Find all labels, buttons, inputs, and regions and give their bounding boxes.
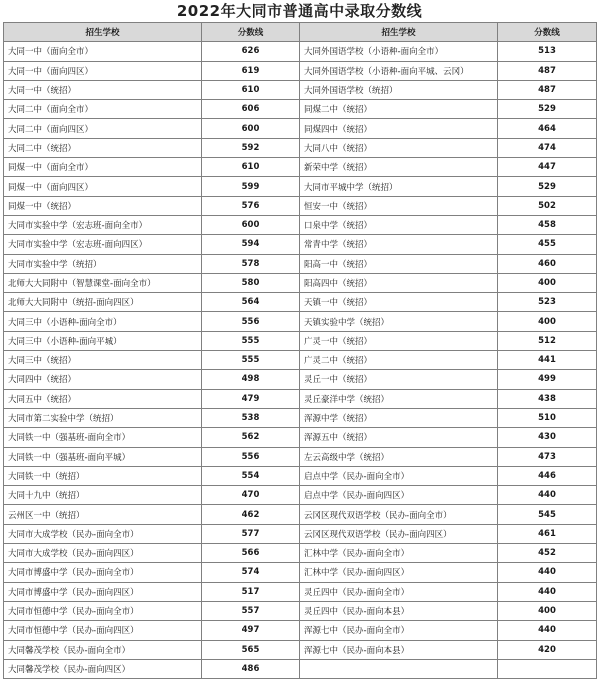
left-school-cell: 大同市第二实验中学（统招） (4, 408, 202, 427)
table-row (4, 408, 597, 427)
right-school-cell: 大同市平城中学（统招） (300, 177, 498, 196)
table-row (4, 505, 597, 524)
left-school-cell: 北师大大同附中（智慧课堂-面向全市） (4, 273, 202, 292)
header-score-left: 分数线 (202, 23, 300, 42)
left-school-cell: 同煤一中（面向四区） (4, 177, 202, 196)
right-score-cell: 400 (498, 273, 597, 292)
right-score-cell: 512 (498, 331, 597, 350)
left-score-cell: 555 (202, 351, 300, 370)
right-score-cell: 452 (498, 544, 597, 563)
left-school-cell: 大同三中（小语种-面向全市） (4, 312, 202, 331)
right-score-cell: 510 (498, 408, 597, 427)
left-score-cell: 470 (202, 486, 300, 505)
left-school-cell: 北师大大同附中（统招-面向四区） (4, 293, 202, 312)
left-school-cell: 大同十九中（统招） (4, 486, 202, 505)
right-school-cell: 大同八中（统招） (300, 138, 498, 157)
right-school-cell: 广灵二中（统招） (300, 351, 498, 370)
table-row (4, 158, 597, 177)
table-row (4, 196, 597, 215)
left-school-cell: 大同市实验中学（统招） (4, 254, 202, 273)
table-row (4, 621, 597, 640)
right-score-cell: 529 (498, 100, 597, 119)
right-school-cell: 灵丘一中（统招） (300, 370, 498, 389)
right-school-cell: 浑源七中（民办-面向全市） (300, 621, 498, 640)
left-score-cell: 517 (202, 582, 300, 601)
left-score-cell: 479 (202, 389, 300, 408)
right-score-cell: 438 (498, 389, 597, 408)
table-row (4, 447, 597, 466)
right-school-cell: 灵丘豪洋中学（统招） (300, 389, 498, 408)
left-school-cell: 大同铁一中（统招） (4, 466, 202, 485)
right-score-cell: 400 (498, 601, 597, 620)
left-score-cell: 574 (202, 563, 300, 582)
left-score-cell: 594 (202, 235, 300, 254)
score-table (3, 22, 597, 679)
right-school-cell: 浑源中学（统招） (300, 408, 498, 427)
header-school-right: 招生学校 (300, 23, 498, 42)
left-score-cell: 580 (202, 273, 300, 292)
right-score-cell: 440 (498, 621, 597, 640)
table-row (4, 370, 597, 389)
right-school-cell: 灵丘四中（民办-面向本县） (300, 601, 498, 620)
right-school-cell: 新荣中学（统招） (300, 158, 498, 177)
left-school-cell: 大同二中（面向全市） (4, 100, 202, 119)
left-score-cell: 576 (202, 196, 300, 215)
left-score-cell: 462 (202, 505, 300, 524)
table-row (4, 331, 597, 350)
right-school-cell: 常青中学（统招） (300, 235, 498, 254)
right-school-cell: 大同外国语学校（小语种-面向全市） (300, 42, 498, 61)
left-score-cell: 538 (202, 408, 300, 427)
table-row (4, 119, 597, 138)
table-row (4, 235, 597, 254)
left-score-cell: 578 (202, 254, 300, 273)
right-score-cell: 420 (498, 640, 597, 659)
table-row (4, 215, 597, 234)
left-school-cell: 大同一中（统招） (4, 80, 202, 99)
right-score-cell: 441 (498, 351, 597, 370)
left-school-cell: 大同市大成学校（民办-面向四区） (4, 544, 202, 563)
left-school-cell: 大同市恒德中学（民办-面向四区） (4, 621, 202, 640)
left-school-cell: 大同馨茂学校（民办-面向全市） (4, 640, 202, 659)
header-score-right: 分数线 (498, 23, 597, 42)
left-score-cell: 600 (202, 215, 300, 234)
left-score-cell: 554 (202, 466, 300, 485)
left-school-cell: 大同三中（统招） (4, 351, 202, 370)
table-row (4, 100, 597, 119)
left-school-cell: 大同二中（面向四区） (4, 119, 202, 138)
right-school-cell: 天镇一中（统招） (300, 293, 498, 312)
table-row (4, 524, 597, 543)
left-score-cell: 486 (202, 659, 300, 678)
left-score-cell: 599 (202, 177, 300, 196)
right-score-cell: 473 (498, 447, 597, 466)
table-row (4, 80, 597, 99)
left-score-cell: 562 (202, 428, 300, 447)
right-school-cell: 左云高级中学（统招） (300, 447, 498, 466)
right-school-cell: 口泉中学（统招） (300, 215, 498, 234)
left-school-cell: 大同市恒德中学（民办-面向全市） (4, 601, 202, 620)
table-row (4, 563, 597, 582)
right-school-cell: 汇林中学（民办-面向全市） (300, 544, 498, 563)
right-school-cell: 浑源五中（统招） (300, 428, 498, 447)
table-row (4, 486, 597, 505)
table-row (4, 601, 597, 620)
right-school-cell: 大同外国语学校（统招） (300, 80, 498, 99)
left-score-cell: 626 (202, 42, 300, 61)
right-score-cell: 460 (498, 254, 597, 273)
left-school-cell: 大同市实验中学（宏志班-面向四区） (4, 235, 202, 254)
left-score-cell: 610 (202, 80, 300, 99)
right-score-cell: 461 (498, 524, 597, 543)
right-score-cell: 447 (498, 158, 597, 177)
table-row (4, 293, 597, 312)
left-school-cell: 大同二中（统招） (4, 138, 202, 157)
right-school-cell: 启点中学（民办-面向全市） (300, 466, 498, 485)
right-school-cell (300, 659, 498, 678)
right-score-cell: 502 (498, 196, 597, 215)
left-score-cell: 610 (202, 158, 300, 177)
table-row (4, 177, 597, 196)
table-row (4, 42, 597, 61)
left-school-cell: 大同一中（面向四区） (4, 61, 202, 80)
left-score-cell: 592 (202, 138, 300, 157)
left-score-cell: 606 (202, 100, 300, 119)
table-row (4, 138, 597, 157)
left-school-cell: 同煤一中（面向全市） (4, 158, 202, 177)
right-score-cell: 513 (498, 42, 597, 61)
left-score-cell: 577 (202, 524, 300, 543)
left-score-cell: 619 (202, 61, 300, 80)
right-score-cell: 487 (498, 61, 597, 80)
right-score-cell: 474 (498, 138, 597, 157)
table-header-row (4, 23, 597, 42)
table-row (4, 428, 597, 447)
left-school-cell: 大同铁一中（强基班-面向全市） (4, 428, 202, 447)
right-score-cell: 523 (498, 293, 597, 312)
right-score-cell: 499 (498, 370, 597, 389)
table-row (4, 351, 597, 370)
table-row (4, 466, 597, 485)
left-score-cell: 555 (202, 331, 300, 350)
right-score-cell: 440 (498, 563, 597, 582)
right-score-cell: 545 (498, 505, 597, 524)
left-score-cell: 498 (202, 370, 300, 389)
left-school-cell: 大同五中（统招） (4, 389, 202, 408)
table-row (4, 61, 597, 80)
table-row (4, 659, 597, 678)
right-score-cell: 400 (498, 312, 597, 331)
right-score-cell: 529 (498, 177, 597, 196)
left-school-cell: 大同市实验中学（宏志班-面向全市） (4, 215, 202, 234)
right-score-cell: 455 (498, 235, 597, 254)
table-row (4, 640, 597, 659)
right-school-cell: 灵丘四中（民办-面向全市） (300, 582, 498, 601)
right-score-cell: 464 (498, 119, 597, 138)
right-school-cell: 云冈区现代双语学校（民办-面向四区） (300, 524, 498, 543)
right-school-cell: 天镇实验中学（统招） (300, 312, 498, 331)
right-school-cell: 云冈区现代双语学校（民办-面向全市） (300, 505, 498, 524)
left-score-cell: 564 (202, 293, 300, 312)
right-school-cell: 阳高四中（统招） (300, 273, 498, 292)
left-school-cell: 大同三中（小语种-面向平城） (4, 331, 202, 350)
left-score-cell: 556 (202, 312, 300, 331)
left-score-cell: 566 (202, 544, 300, 563)
right-score-cell: 430 (498, 428, 597, 447)
right-score-cell: 458 (498, 215, 597, 234)
table-row (4, 273, 597, 292)
table-row (4, 312, 597, 331)
left-school-cell: 大同市大成学校（民办-面向全市） (4, 524, 202, 543)
table-row (4, 389, 597, 408)
table-body (4, 42, 597, 679)
right-school-cell: 浑源七中（民办-面向本县） (300, 640, 498, 659)
left-school-cell: 大同馨茂学校（民办-面向四区） (4, 659, 202, 678)
left-score-cell: 556 (202, 447, 300, 466)
table-row (4, 582, 597, 601)
right-score-cell (498, 659, 597, 678)
right-school-cell: 大同外国语学校（小语种-面向平城、云冈） (300, 61, 498, 80)
header-school-left: 招生学校 (4, 23, 202, 42)
left-score-cell: 600 (202, 119, 300, 138)
table-row (4, 254, 597, 273)
left-school-cell: 云州区一中（统招） (4, 505, 202, 524)
right-school-cell: 广灵一中（统招） (300, 331, 498, 350)
left-school-cell: 大同四中（统招） (4, 370, 202, 389)
right-school-cell: 同煤二中（统招） (300, 100, 498, 119)
page-title: 2022年大同市普通高中录取分数线 (176, 2, 423, 20)
right-score-cell: 440 (498, 582, 597, 601)
left-school-cell: 大同市博盛中学（民办-面向全市） (4, 563, 202, 582)
right-school-cell: 阳高一中（统招） (300, 254, 498, 273)
right-school-cell: 同煤四中（统招） (300, 119, 498, 138)
right-school-cell: 汇林中学（民办-面向四区） (300, 563, 498, 582)
right-score-cell: 440 (498, 486, 597, 505)
left-score-cell: 557 (202, 601, 300, 620)
right-school-cell: 恒安一中（统招） (300, 196, 498, 215)
right-score-cell: 446 (498, 466, 597, 485)
right-score-cell: 487 (498, 80, 597, 99)
left-school-cell: 大同铁一中（强基班-面向平城） (4, 447, 202, 466)
table-row (4, 544, 597, 563)
right-school-cell: 启点中学（民办-面向四区） (300, 486, 498, 505)
left-score-cell: 565 (202, 640, 300, 659)
left-school-cell: 同煤一中（统招） (4, 196, 202, 215)
left-score-cell: 497 (202, 621, 300, 640)
left-school-cell: 大同一中（面向全市） (4, 42, 202, 61)
left-school-cell: 大同市博盛中学（民办-面向四区） (4, 582, 202, 601)
